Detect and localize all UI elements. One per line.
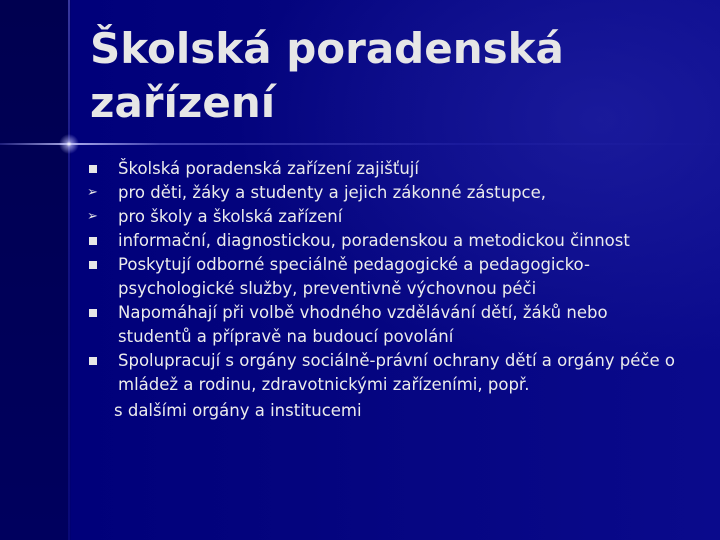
title-line-1: Školská poradenská bbox=[90, 24, 564, 73]
square-bullet-icon bbox=[89, 165, 97, 173]
horizontal-rule bbox=[0, 143, 720, 145]
bullet-list bbox=[84, 157, 684, 423]
list-item bbox=[84, 301, 684, 349]
slide-title bbox=[90, 22, 690, 130]
square-bullet-icon bbox=[89, 237, 97, 245]
list-item bbox=[84, 229, 684, 253]
square-bullet-icon bbox=[89, 261, 97, 269]
list-item-text: Spolupracují s orgány sociálně-právní ochrany dětí a orgány péče o mládež a rodinu, zdravotnickými zařízeními, popř. bbox=[118, 351, 675, 394]
list-item-text: pro školy a školská zařízení bbox=[118, 207, 343, 226]
list-item bbox=[84, 157, 684, 181]
list-item bbox=[84, 349, 684, 397]
arrow-bullet-icon: ➢ bbox=[87, 209, 98, 224]
list-item bbox=[84, 205, 684, 229]
arrow-bullet-icon: ➢ bbox=[87, 185, 98, 200]
star-flare-icon bbox=[59, 134, 79, 154]
vertical-rule bbox=[68, 0, 70, 540]
list-item-text: informační, diagnostickou, poradenskou a metodickou činnost bbox=[118, 231, 630, 250]
left-band-decoration bbox=[0, 0, 68, 540]
list-item-text: Poskytují odborné speciálně pedagogické a pedagogicko-psychologické služby, preventivně výchovnou péči bbox=[118, 255, 590, 298]
square-bullet-icon bbox=[89, 357, 97, 365]
list-continuation-text: s dalšími orgány a institucemi bbox=[114, 401, 362, 420]
list-item-text: Napomáhají při volbě vhodného vzdělávání dětí, žáků nebo studentů a přípravě na budoucí povolání bbox=[118, 303, 608, 346]
list-item bbox=[84, 181, 684, 205]
list-item-text: pro děti, žáky a studenty a jejich zákonné zástupce, bbox=[118, 183, 547, 202]
list-item bbox=[84, 253, 684, 301]
square-bullet-icon bbox=[89, 309, 97, 317]
title-line-2: zařízení bbox=[90, 78, 276, 127]
list-item-text: Školská poradenská zařízení zajišťují bbox=[118, 159, 419, 178]
